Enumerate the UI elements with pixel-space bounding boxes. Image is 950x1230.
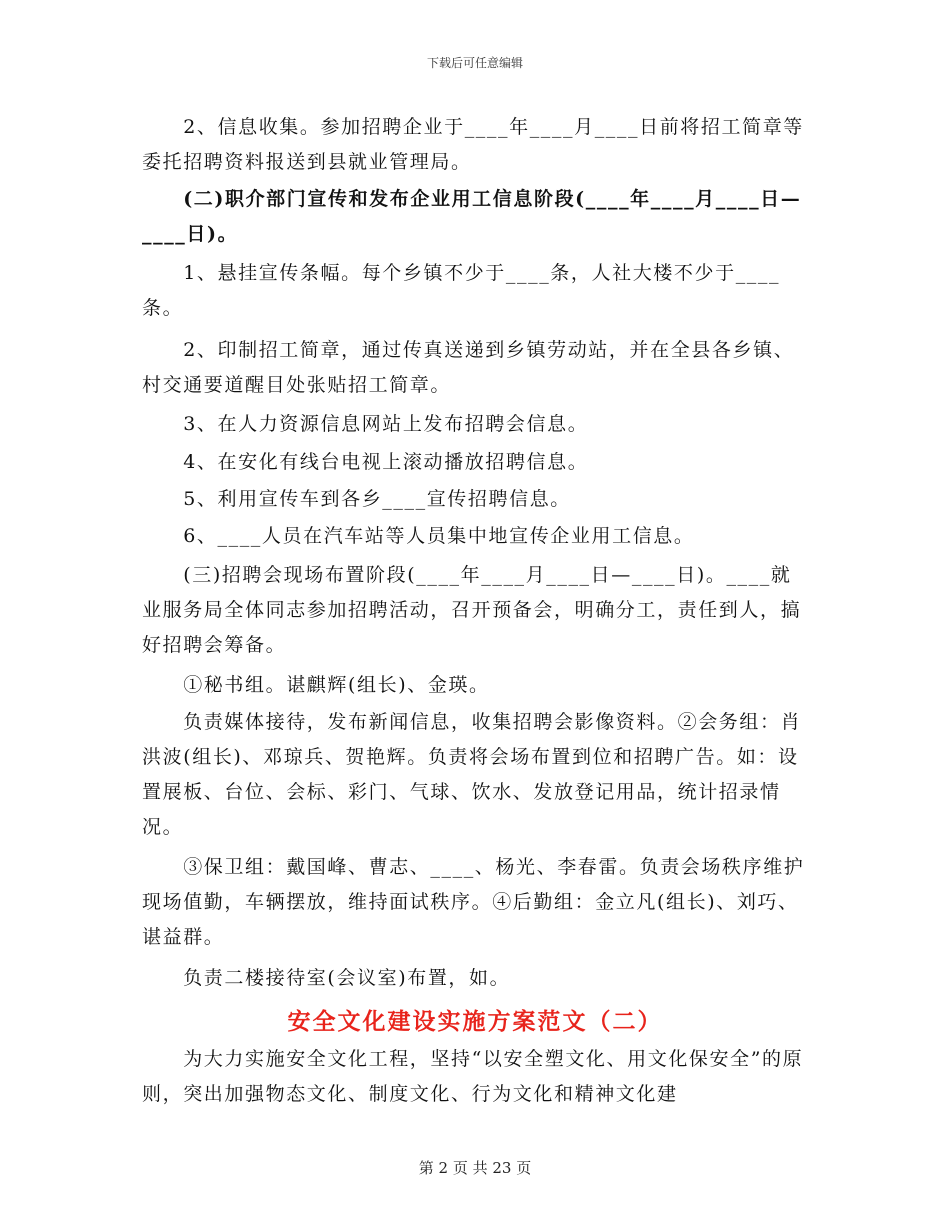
section-title: 安全文化建设实施方案范文（二）: [287, 1008, 663, 1035]
paragraph-reception: 负责二楼接待室(会议室)布置，如。: [142, 967, 511, 989]
page-footer: 第 2 页 共 23 页: [418, 1159, 532, 1177]
paragraph-tv: 4、在安化有线台电视上滚动播放招聘信息。: [142, 451, 589, 473]
page-header: 下载后可任意编辑: [426, 56, 523, 70]
paragraph-website: 3、在人力资源信息网站上发布招聘会信息。: [142, 413, 589, 435]
paragraph-banners: 1、悬挂宣传条幅。每个乡镇不少于____条，人社大楼不少于____条。: [142, 262, 781, 319]
paragraph-secretary-group: ①秘书组。谌麒辉(组长)、金瑛。: [142, 674, 490, 696]
paragraph-info-collection: 2、信息收集。参加招聘企业于____年____月____日前将招工简章等委托招聘资料报送到县就业管理局。: [142, 116, 804, 173]
paragraph-affairs-group: 负责媒体接待，发布新闻信息，收集招聘会影像资料。②会务组：肖洪波(组长)、邓琼兵、贺艳辉。负责将会场布置到位和招聘广告。如：设置展板、台位、会标、彩门、气球、饮水、发放登记用品，统计招录情况。: [142, 711, 802, 838]
paragraph-bus-station: 6、____人员在汽车站等人员集中地宣传企业用工信息。: [142, 525, 695, 547]
paragraph-safety-culture: 为大力实施安全文化工程，坚持“以安全塑文化、用文化保安全”的原则，突出加强物态文化、制度文化、行为文化和精神文化建: [142, 1048, 804, 1105]
paragraph-section-two-heading: (二)职介部门宣传和发布企业用工信息阶段(____年____月____日—____日)。: [142, 188, 802, 245]
paragraph-section-three: (三)招聘会现场布置阶段(____年____月____日—____日)。____就业服务局全体同志参加招聘活动，召开预备会，明确分工，责任到人，搞好招聘会筹备。: [142, 564, 802, 656]
paragraph-security-group: ③保卫组：戴国峰、曹志、____、杨光、李春雷。负责会场秩序维护现场值勤，车辆摆放，维持面试秩序。④后勤组：金立凡(组长)、刘巧、谌益群。: [142, 856, 805, 948]
paragraph-print-brochures: 2、印制招工简章，通过传真送递到乡镇劳动站，并在全县各乡镇、村交通要道醒目处张贴招工简章。: [142, 339, 795, 396]
paragraph-vehicle: 5、利用宣传车到各乡____宣传招聘信息。: [142, 488, 571, 510]
